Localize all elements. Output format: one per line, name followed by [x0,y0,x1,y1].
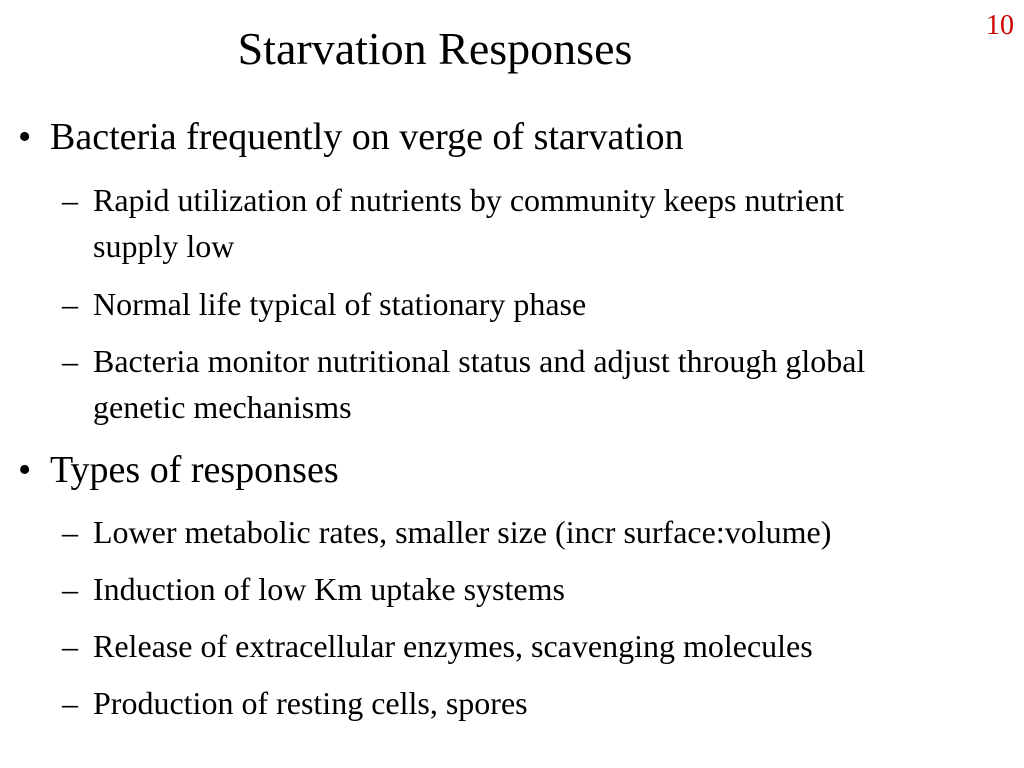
sub-bullet-text: Release of extracellular enzymes, scavenging molecules [93,628,813,664]
sub-bullet-item [62,680,1012,726]
sub-bullet-item [62,281,1012,327]
dash-marker: – [62,343,78,379]
dash-marker: – [62,182,78,218]
bullet-item [18,115,683,159]
sub-bullet-item [62,509,1012,555]
bullet-marker: • [18,116,32,158]
sub-bullet-text: Induction of low Km uptake systems [93,571,565,607]
sub-bullet-text: Bacteria monitor nutritional status and adjust through global genetic mechanisms [93,343,866,425]
sub-bullet-text: Lower metabolic rates, smaller size (incr surface:volume) [93,514,832,550]
bullet-text: Types of responses [50,449,339,491]
bullet-item [18,448,339,492]
sub-bullet-text: Production of resting cells, spores [93,685,528,721]
dash-marker: – [62,571,78,607]
sub-bullet-text: Normal life typical of stationary phase [93,286,587,322]
bullet-text: Bacteria frequently on verge of starvation [50,116,684,158]
sub-bullet-text: Rapid utilization of nutrients by community keeps nutrient supply low [93,182,844,264]
dash-marker: – [62,514,78,550]
bullet-marker: • [18,449,32,491]
sub-bullet-item [62,177,1012,269]
sub-bullet-item [62,623,1012,669]
sub-bullet-item [62,566,1012,612]
dash-marker: – [62,685,78,721]
dash-marker: – [62,286,78,322]
dash-marker: – [62,628,78,664]
slide-title: Starvation Responses [237,23,633,74]
sub-bullet-item [62,338,1012,430]
page-number: 10 [986,10,1014,41]
